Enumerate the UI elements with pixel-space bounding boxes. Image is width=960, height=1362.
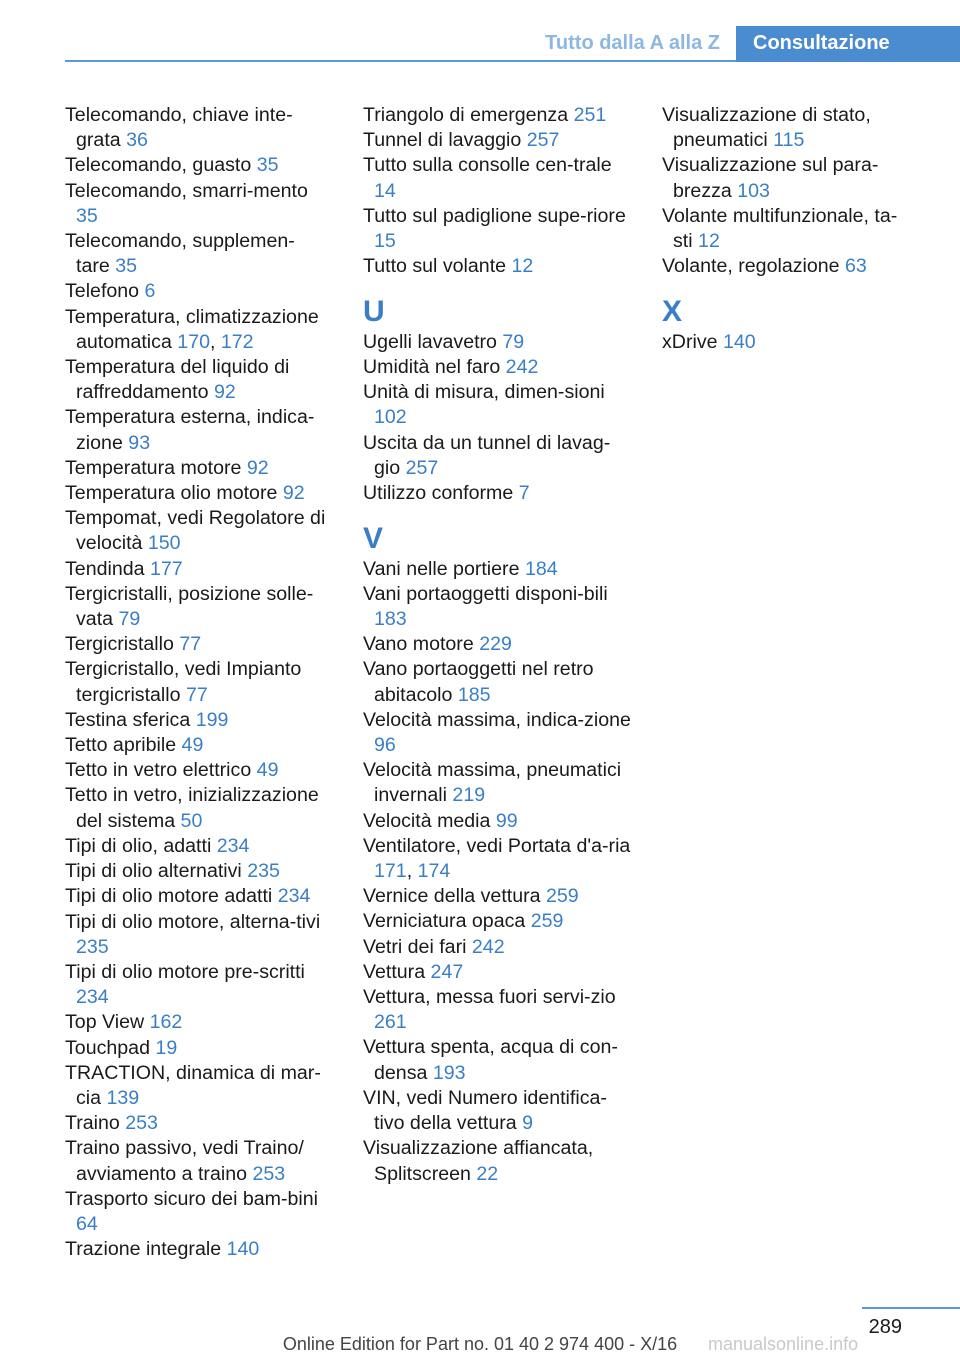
index-entry-text: Temperatura motore xyxy=(65,456,247,479)
index-entry-text: Velocità media xyxy=(363,809,496,832)
index-entry-text: Temperatura, climatizzazione automatica xyxy=(65,305,319,353)
index-section-letter: U xyxy=(363,294,385,328)
index-entry xyxy=(363,657,631,707)
index-entry-text: Telecomando, supplemen-tare xyxy=(65,230,295,278)
index-entry-text: Tipi di olio motore pre-scritti xyxy=(65,960,305,983)
index-entry-text: Trasporto sicuro dei bam-bini xyxy=(65,1187,319,1210)
index-entry-text: Tunnel di lavaggio xyxy=(363,129,527,152)
index-entry xyxy=(65,279,327,304)
index-page-link[interactable]: 7 xyxy=(518,482,530,505)
index-entry xyxy=(65,1036,327,1061)
index-entry xyxy=(363,960,631,985)
index-page-link[interactable]: 257 xyxy=(405,456,439,479)
index-entry-text: Vetri dei fari xyxy=(363,935,472,958)
index-entry-text: Traino passivo, vedi Traino/ avviamento a traino xyxy=(65,1137,304,1185)
index-entry-text: Trazione integrale xyxy=(65,1238,227,1261)
index-entry xyxy=(65,1061,327,1111)
index-entry-text: Temperatura olio motore xyxy=(65,482,283,505)
index-entry xyxy=(363,884,631,909)
index-entry xyxy=(65,153,327,178)
page-number: 289 xyxy=(868,1316,902,1338)
index-entry xyxy=(363,582,631,632)
index-page-link[interactable]: 172 xyxy=(220,330,254,353)
index-entry xyxy=(363,1136,631,1186)
index-page-link[interactable]: 79 xyxy=(118,608,141,631)
index-page-link[interactable]: 247 xyxy=(430,960,464,983)
index-entry xyxy=(363,1086,631,1136)
index-entry xyxy=(65,506,327,556)
index-entry-text: Tutto sul padiglione supe-riore xyxy=(363,204,626,227)
index-section-letter: V xyxy=(363,521,384,555)
index-page-link[interactable]: 92 xyxy=(246,456,269,479)
index-entry-text: Vano portaoggetti nel retro abitacolo xyxy=(363,658,594,706)
index-entry xyxy=(65,1187,327,1237)
index-entry-text: Tutto sul volante xyxy=(363,255,512,278)
index-page-link[interactable]: 183 xyxy=(374,608,407,631)
index-entry-text: Tipi di olio motore adatti xyxy=(65,885,278,908)
index-entry-text: Telecomando, smarri-mento xyxy=(65,179,308,202)
index-page-link[interactable]: 171 xyxy=(374,860,407,883)
index-page-link[interactable]: 229 xyxy=(479,633,512,656)
index-page-link[interactable]: 36 xyxy=(126,129,148,152)
index-entry-text: Vettura spenta, acqua di con-densa xyxy=(363,1036,618,1084)
index-page-link[interactable]: 77 xyxy=(185,683,208,706)
index-entry-text: TRACTION, dinamica di mar-cia xyxy=(65,1061,321,1109)
index-entry-text: Ugelli lavavetro xyxy=(363,330,503,353)
index-entry-text: Visualizzazione affiancata, Splitscreen xyxy=(363,1137,594,1185)
index-entry-text: Testina sferica xyxy=(65,708,196,731)
index-entry xyxy=(65,456,327,481)
index-entry xyxy=(363,103,631,128)
index-page-link[interactable]: 174 xyxy=(417,860,451,883)
index-entry-text: Volante, regolazione xyxy=(662,255,846,278)
index-entry-text: Visualizzazione sul para-brezza xyxy=(662,154,879,202)
index-entry-text: Volante multifunzionale, ta-sti xyxy=(662,204,898,253)
index-entry xyxy=(65,834,327,859)
index-entry-text: Vani portaoggetti disponi-bili xyxy=(363,582,608,605)
index-page-link[interactable]: 253 xyxy=(252,1162,286,1185)
index-entry xyxy=(662,153,910,203)
index-page-link[interactable]: 50 xyxy=(180,809,203,832)
index-entry-text: Tergicristallo xyxy=(65,633,180,656)
index-entry: Temperatura, climatizzazione automatica 170, 172 xyxy=(65,305,319,353)
index-entry-text: Tipi di olio, adatti xyxy=(65,834,217,857)
index-entry xyxy=(363,758,631,808)
index-entry xyxy=(65,229,327,279)
index-entry: Ventilatore, vedi Portata d'a-ria 171, 174 xyxy=(363,834,631,883)
index-page-link[interactable]: 257 xyxy=(526,129,560,152)
index-entry-text: Verniciatura opaca xyxy=(363,910,531,933)
index-page-link[interactable]: 96 xyxy=(374,734,396,757)
index-entry-text: Telefono xyxy=(65,280,145,303)
index-entry xyxy=(65,582,327,632)
index-entry xyxy=(65,1010,327,1035)
page-number-rule xyxy=(862,1307,960,1309)
index-page-link[interactable]: 234 xyxy=(277,885,311,908)
index-entry xyxy=(65,708,327,733)
index-entry xyxy=(65,632,327,657)
index-entry xyxy=(363,380,631,430)
index-entry-text: Touchpad xyxy=(65,1036,156,1059)
index-entry-text: Vano motore xyxy=(363,633,480,656)
index-page-link[interactable]: 251 xyxy=(573,104,607,126)
index-entry xyxy=(363,632,631,657)
index-entry xyxy=(65,884,327,909)
index-entry xyxy=(363,809,631,834)
index-entry xyxy=(363,330,631,355)
index-entry xyxy=(65,657,327,707)
index-page-link[interactable]: 99 xyxy=(495,809,518,832)
index-page-link[interactable]: 234 xyxy=(216,834,250,857)
index-entry-text: Vani nelle portiere xyxy=(363,557,525,580)
index-entry xyxy=(65,859,327,884)
index-entry xyxy=(363,909,631,934)
index-entry xyxy=(65,758,327,783)
index-page-link[interactable]: 35 xyxy=(256,154,279,177)
index-entry-text: VIN, vedi Numero identifica-tivo della vettura xyxy=(363,1086,607,1135)
index-column-2 xyxy=(363,103,631,1187)
index-entry xyxy=(65,960,327,1010)
index-page-link[interactable]: 12 xyxy=(698,230,720,253)
index-page-link[interactable]: 92 xyxy=(213,381,236,404)
index-entry xyxy=(363,355,631,380)
index-page-link[interactable]: 77 xyxy=(179,633,202,656)
index-page-link[interactable]: 242 xyxy=(471,935,505,958)
index-entry-text: Umidità nel faro xyxy=(363,356,506,379)
index-entry xyxy=(363,1035,631,1085)
index-entry-text: Temperatura del liquido di raffreddamento xyxy=(65,356,290,404)
index-entry xyxy=(65,1237,327,1262)
index-page-link[interactable]: 193 xyxy=(432,1061,466,1084)
index-entry xyxy=(363,204,631,254)
index-entry xyxy=(65,481,327,506)
index-page-link[interactable]: 140 xyxy=(226,1238,260,1261)
index-entry xyxy=(363,935,631,960)
index-page-link[interactable]: 19 xyxy=(155,1036,178,1059)
index-page-link[interactable]: 35 xyxy=(115,255,138,278)
header-chapter-tab: Consultazione xyxy=(736,26,960,62)
index-page-link[interactable]: 242 xyxy=(505,356,539,379)
index-entry-text: Ventilatore, vedi Portata d'a-ria xyxy=(363,834,631,857)
index-page-link[interactable]: 259 xyxy=(530,910,564,933)
index-entry-text: Utilizzo conforme xyxy=(363,482,519,505)
index-entry-text: Temperatura esterna, indica-zione xyxy=(65,406,315,454)
index-section-letter: X xyxy=(662,294,683,328)
index-page-link[interactable]: 92 xyxy=(282,482,305,505)
index-entry-text: Tipi di olio motore, alterna-tivi xyxy=(65,910,321,933)
index-entry-text: Vettura, messa fuori servi-zio xyxy=(363,986,616,1009)
index-page-link[interactable]: 9 xyxy=(522,1112,534,1135)
index-page-link[interactable]: 185 xyxy=(457,683,491,706)
index-entry xyxy=(363,153,631,203)
index-entry xyxy=(65,783,327,833)
index-page-link[interactable]: 219 xyxy=(452,784,486,807)
index-entry-text: Uscita da un tunnel di lavag-gio xyxy=(363,431,611,479)
index-page-link[interactable]: 6 xyxy=(144,280,156,303)
index-entry xyxy=(65,1111,327,1136)
index-entry-text: Tetto in vetro, inizializzazione del sistema xyxy=(65,784,319,832)
index-entry-text: xDrive xyxy=(662,330,723,353)
index-page-link[interactable]: 162 xyxy=(149,1011,183,1034)
index-entry xyxy=(363,128,631,153)
index-entry xyxy=(65,355,327,405)
index-page-link[interactable]: 35 xyxy=(76,204,98,227)
index-entry xyxy=(65,557,327,582)
index-entry-text: Unità di misura, dimen-sioni xyxy=(363,381,605,404)
index-page-link[interactable]: 14 xyxy=(374,179,396,202)
index-page-link[interactable]: 261 xyxy=(374,1011,407,1034)
watermark: manualsonline.info xyxy=(708,1334,859,1354)
index-entry-text: Tergicristallo, vedi Impianto tergicristallo xyxy=(65,658,302,706)
index-entry xyxy=(363,481,631,506)
index-page-link[interactable]: 140 xyxy=(722,330,756,353)
index-page-link[interactable]: 93 xyxy=(128,431,151,454)
index-entry xyxy=(65,1136,327,1186)
index-entry-text: Velocità massima, indica-zione xyxy=(363,708,631,731)
index-entry xyxy=(65,103,327,153)
index-page-link[interactable]: 102 xyxy=(374,406,407,429)
index-column-3 xyxy=(662,103,910,355)
index-page-link[interactable]: 184 xyxy=(524,557,558,580)
index-entry xyxy=(65,179,327,229)
index-column-1 xyxy=(65,103,327,1262)
index-page-link[interactable]: 150 xyxy=(147,532,181,555)
index-entry-text: Visualizzazione di stato, pneumatici xyxy=(662,104,871,152)
index-page-link[interactable]: 49 xyxy=(181,734,204,757)
index-entry xyxy=(363,254,631,279)
index-entry xyxy=(65,910,327,960)
index-page-link[interactable]: 49 xyxy=(256,759,279,782)
index-page-link[interactable]: 79 xyxy=(502,330,525,353)
index-entry-text: Tipi di olio alternativi xyxy=(65,860,248,883)
index-entry-text: Tendinda xyxy=(65,557,150,580)
index-page-link[interactable]: 115 xyxy=(773,129,805,152)
index-entry xyxy=(662,204,910,254)
index-page-link[interactable]: 234 xyxy=(76,986,109,1009)
index-page-link[interactable]: 177 xyxy=(149,557,183,580)
index-entry-text: Top View xyxy=(65,1011,150,1034)
index-entry-text: Telecomando, guasto xyxy=(65,154,257,177)
index-page-link[interactable]: 253 xyxy=(125,1112,158,1135)
index-entry xyxy=(65,733,327,758)
index-entry-text: Triangolo di emergenza xyxy=(363,104,574,126)
index-page-link[interactable]: 235 xyxy=(76,935,109,958)
index-entry-text: Traino xyxy=(65,1112,126,1135)
index-entry xyxy=(363,985,631,1035)
index-entry xyxy=(662,103,910,153)
index-entry-text: Telecomando, chiave inte-grata xyxy=(65,104,293,152)
index-entry-text: Vettura xyxy=(363,960,431,983)
index-page-link[interactable]: 199 xyxy=(195,708,229,731)
index-entry xyxy=(662,330,910,355)
index-page-link[interactable]: 64 xyxy=(76,1212,98,1235)
index-entry-text: Tergicristalli, posizione solle-vata xyxy=(65,582,314,631)
index-page-link[interactable]: 15 xyxy=(374,230,396,253)
header-section-title: Tutto dalla A alla Z xyxy=(545,32,720,54)
index-entry-text: Tempomat, vedi Regolatore di velocità xyxy=(65,507,326,555)
footer-edition: Online Edition for Part no. 01 40 2 974 400 - X/16 xyxy=(282,1334,678,1354)
index-page-link[interactable]: 235 xyxy=(247,860,280,883)
index-entry xyxy=(65,405,327,455)
index-page-link[interactable]: 12 xyxy=(511,255,534,278)
index-page-link[interactable]: 139 xyxy=(106,1086,140,1109)
index-page-link[interactable]: 63 xyxy=(845,255,867,278)
index-page-link[interactable]: 259 xyxy=(545,885,579,908)
index-entry-text: Velocità massima, pneumatici invernali xyxy=(363,759,622,807)
index-entry xyxy=(363,557,631,582)
index-page-link[interactable]: 103 xyxy=(737,179,770,202)
index-entry-text: Vernice della vettura xyxy=(363,885,546,908)
index-page-link[interactable]: 170 xyxy=(177,330,210,353)
index-entry xyxy=(363,431,631,481)
index-entry xyxy=(662,254,910,279)
index-entry-text: Tetto apribile xyxy=(65,734,182,757)
index-entry xyxy=(363,708,631,758)
index-entry-text: Tutto sulla consolle cen-trale xyxy=(363,154,612,177)
index-entry-text: Tetto in vetro elettrico xyxy=(65,759,257,782)
index-page-link[interactable]: 22 xyxy=(476,1162,499,1185)
